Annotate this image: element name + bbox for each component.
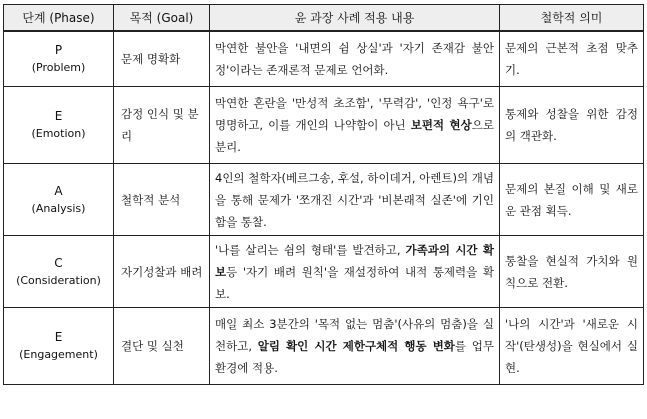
content-cell [210, 236, 500, 308]
goal-cell: 결단 및 실천 [114, 308, 210, 385]
table-row [4, 236, 644, 308]
content-text: 으로 분리. [215, 118, 494, 154]
content-text: 막연한 불안을 '내면의 쉼 상실'과 '자기 존재감 불안정'이라는 존재론적 문제로 언어화. [215, 41, 494, 77]
pease-framework-table [3, 4, 644, 385]
content-cell [210, 31, 500, 87]
content-emphasis: 보편적 현상 [410, 118, 472, 132]
stage-letter: E [54, 330, 63, 344]
meaning-cell: 통찰을 현실적 가치와 원칙으로 전환. [500, 236, 644, 308]
stage-letter: P [54, 43, 63, 57]
meaning-cell: 문제의 근본적 초점 맞추기. [500, 31, 644, 87]
header-stage: 단계 (Phase) [4, 5, 114, 32]
goal-cell: 철학적 분석 [114, 164, 210, 236]
content-cell [210, 87, 500, 164]
stage-letter: E [54, 109, 63, 123]
content-text: '나를 살리는 쉼의 형태'를 발견하고, [215, 242, 406, 257]
content-emphasis: 알림 확인 시간 제한구체적 행동 변화 [257, 339, 455, 353]
stage-cell [4, 164, 114, 236]
stage-cell [4, 87, 114, 164]
stage-cell [4, 308, 114, 385]
stage-cell [4, 31, 114, 87]
content-text: 막연한 혼란을 '만성적 초조함', '무력감', '인정 욕구'로 명명하고, 이를 개인의 나약함이 아닌 [215, 96, 494, 132]
header-content: 윤 과장 사례 적용 내용 [210, 5, 500, 32]
table-row [4, 164, 644, 236]
content-text: 를 업무 환경에 적용. [215, 339, 495, 375]
content-text: 4인의 철학자(베르그송, 후설, 하이데거, 아렌트)의 개념을 통해 문제가 '쪼개진 시간'과 '비본래적 실존'에 기인함을 통찰. [215, 170, 494, 229]
table-row [4, 87, 644, 164]
goal-cell: 자기성찰과 배려 [114, 236, 210, 308]
meaning-cell: 문제의 본질 이해 및 새로운 관점 획득. [500, 164, 644, 236]
goal-cell: 문제 명확화 [114, 31, 210, 87]
header-meaning: 철학적 의미 [500, 5, 644, 32]
meaning-cell: 통제와 성찰을 위한 감정의 객관화. [500, 87, 644, 164]
content-cell [210, 308, 500, 385]
header-goal: 목적 (Goal) [114, 5, 210, 32]
table-header-row [4, 5, 644, 32]
stage-letter: A [54, 183, 63, 198]
content-text: 등 '자기 배려 원칙'을 재설정하여 내적 통제력을 확보. [215, 264, 494, 301]
stage-name: (Emotion) [31, 127, 86, 140]
content-text: 매일 최소 3분간의 '목적 없는 멈춤'(사유의 멈춤)을 실천하고, [215, 317, 494, 353]
stage-letter: C [54, 255, 63, 270]
stage-name: (Consideration) [16, 273, 101, 287]
stage-name: (Analysis) [31, 201, 86, 215]
goal-cell: 감정 인식 및 분리 [114, 87, 210, 164]
table-row [4, 31, 644, 87]
content-cell [210, 164, 500, 236]
stage-cell [4, 236, 114, 308]
stage-name: (Engagement) [19, 348, 98, 361]
content-emphasis: 가족과의 시간 확보 [215, 242, 494, 279]
stage-name: (Problem) [31, 61, 86, 74]
table-row [4, 308, 644, 385]
meaning-cell: '나의 시간'과 '새로운 시작'(탄생성)을 현실에서 실현. [500, 308, 644, 385]
